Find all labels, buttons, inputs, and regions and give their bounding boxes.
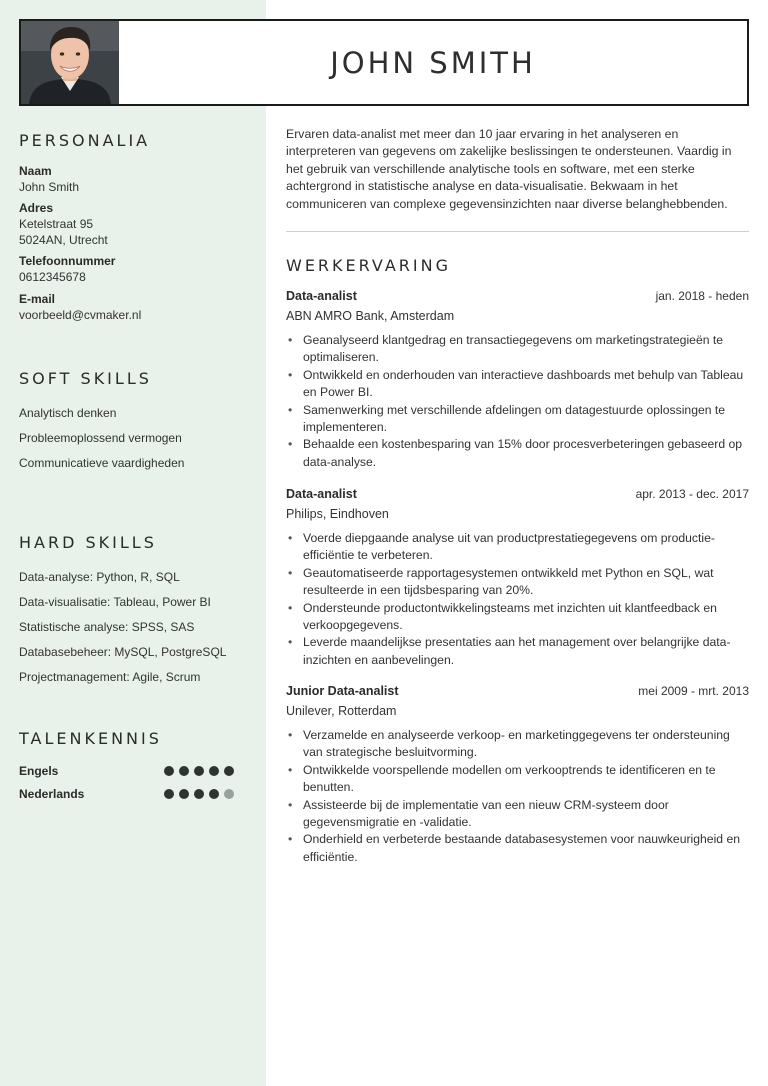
hard-skill-item: Data-visualisatie: Tableau, Power BI <box>19 595 211 609</box>
list-item: • Assisteerde bij de implementatie van een nieuw CRM-systeem door gegevensmigratie en -validatie. <box>286 797 749 832</box>
phone-label: Telefoonnummer <box>19 254 116 268</box>
soft-skills-heading: SOFT SKILLS <box>19 369 152 388</box>
divider <box>286 231 749 232</box>
name-label: Naam <box>19 164 52 178</box>
hard-skill-item: Data-analyse: Python, R, SQL <box>19 570 180 584</box>
language-name: Nederlands <box>19 787 85 801</box>
header <box>19 19 749 106</box>
soft-skill-item: Analytisch denken <box>19 406 117 420</box>
list-item: • Behaalde een kostenbesparing van 15% door procesverbeteringen gebaseerd op data-analyse. <box>286 436 749 471</box>
rating-dot-filled <box>224 766 234 776</box>
hard-skill-item: Projectmanagement: Agile, Scrum <box>19 670 201 684</box>
job-responsibilities <box>286 727 749 866</box>
job-responsibilities <box>286 332 749 471</box>
email-label: E-mail <box>19 292 56 306</box>
language-row-engels <box>19 764 234 780</box>
job-title: Junior Data-analist <box>286 684 399 698</box>
job-date: jan. 2018 - heden <box>655 289 749 303</box>
rating-dot-empty <box>224 789 234 799</box>
email-value: voorbeeld@cvmaker.nl <box>19 308 142 322</box>
hard-skill-item: Statistische analyse: SPSS, SAS <box>19 620 195 634</box>
language-name: Engels <box>19 764 59 778</box>
language-row-nederlands <box>19 787 234 803</box>
list-item: • Ontwikkelde voorspellende modellen om verkooptrends te identificeren en te benutten. <box>286 762 749 797</box>
soft-skill-item: Probleemoplossend vermogen <box>19 431 182 445</box>
language-level-rating <box>164 766 234 776</box>
list-item: • Samenwerking met verschillende afdelingen om datagestuurde oplossingen te implementeren. <box>286 402 749 437</box>
rating-dot-filled <box>209 789 219 799</box>
job-company: ABN AMRO Bank, Amsterdam <box>286 309 455 323</box>
name-value: John Smith <box>19 180 80 194</box>
list-item: • Ontwikkeld en onderhouden van interactieve dashboards met behulp van Tableau en Power BI. <box>286 367 749 402</box>
address-label: Adres <box>19 201 54 215</box>
profile-summary: Ervaren data-analist met meer dan 10 jaar ervaring in het analyseren en interpreteren van gegevens om zakelijke beslissingen te ondersteunen. Vaardig in het gebruik van verschillende analytische tools en software, met een sterke achtergrond in statistische analyse en data-visualisatie. Bekwaam in het communiceren van complexe gegevensinzichten naar diverse belanghebbenden. <box>286 127 732 211</box>
list-item: • Geautomatiseerde rapportagesystemen ontwikkeld met Python en SQL, wat resulteerde in een tijdsbesparing van 20%. <box>286 565 749 600</box>
list-item: • Leverde maandelijkse presentaties aan het management over belangrijke data-inzichten en aanbevelingen. <box>286 634 749 669</box>
job-title: Data-analist <box>286 289 357 303</box>
rating-dot-filled <box>179 766 189 776</box>
rating-dot-filled <box>194 789 204 799</box>
rating-dot-filled <box>209 766 219 776</box>
list-item: • Geanalyseerd klantgedrag en transactiegegevens om marketingstrategieën te optimaliseren. <box>286 332 749 367</box>
rating-dot-filled <box>179 789 189 799</box>
rating-dot-filled <box>164 789 174 799</box>
job-date: apr. 2013 - dec. 2017 <box>635 487 749 501</box>
list-item: • Ondersteunde productontwikkelingsteams met inzichten uit klantfeedback en verkoopgegevens. <box>286 600 749 635</box>
rating-dot-filled <box>164 766 174 776</box>
job-company: Unilever, Rotterdam <box>286 704 397 718</box>
hard-skills-heading: HARD SKILLS <box>19 533 157 552</box>
address-line-2: 5024AN, Utrecht <box>19 233 108 247</box>
profile-photo <box>21 21 119 104</box>
language-level-rating <box>164 789 234 799</box>
job-company: Philips, Eindhoven <box>286 507 389 521</box>
address-line-1: Ketelstraat 95 <box>19 217 94 231</box>
list-item: • Onderhield en verbeterde bestaande databasesystemen voor nauwkeurigheid en efficiëntie. <box>286 831 749 866</box>
rating-dot-filled <box>194 766 204 776</box>
list-item: • Voerde diepgaande analyse uit van productprestatiegegevens om productie-efficiëntie te verbeteren. <box>286 530 749 565</box>
full-name: JOHN SMITH <box>330 45 536 80</box>
work-experience-heading: WERKERVARING <box>286 256 451 275</box>
phone-value: 0612345678 <box>19 270 86 284</box>
job-date: mei 2009 - mrt. 2013 <box>638 684 749 698</box>
personalia-heading: PERSONALIA <box>19 131 151 150</box>
job-responsibilities <box>286 530 749 669</box>
languages-heading: TALENKENNIS <box>19 729 162 748</box>
list-item: • Verzamelde en analyseerde verkoop- en marketinggegevens ter ondersteuning van strategische besluitvorming. <box>286 727 749 762</box>
job-title: Data-analist <box>286 487 357 501</box>
soft-skill-item: Communicatieve vaardigheden <box>19 456 185 470</box>
hard-skill-item: Databasebeheer: MySQL, PostgreSQL <box>19 645 227 659</box>
